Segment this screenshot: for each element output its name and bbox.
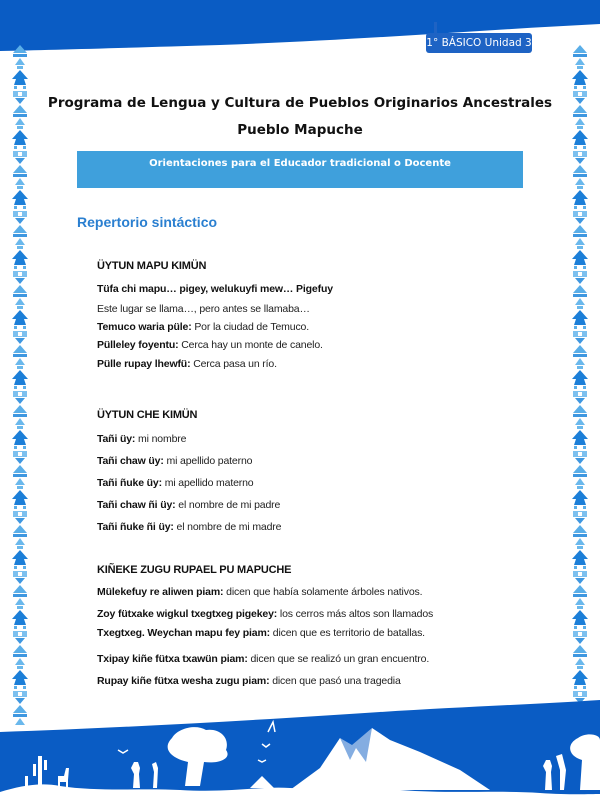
block-heading: ÜYTUN MAPU KIMÜN <box>97 260 207 272</box>
phrase-line <box>97 303 310 315</box>
mapuche-textile-pattern-icon <box>9 45 31 725</box>
spanish-translation: mi nombre <box>135 433 187 445</box>
spanish-translation: dicen que se realizó un gran encuentro. <box>247 653 430 665</box>
unit-badge: 1° BÁSICO Unidad 3 <box>426 33 532 53</box>
mapuche-textile-pattern-icon <box>569 45 591 725</box>
spanish-translation: los cerros más altos son llamados <box>277 608 434 620</box>
phrase-line <box>97 321 309 333</box>
mapudungun-phrase: Tañi üy: <box>97 433 136 445</box>
spanish-translation: dicen que había solamente árboles nativos. <box>223 586 423 598</box>
spanish-translation: Por la ciudad de Temuco. <box>191 321 310 333</box>
mapudungun-phrase: Temuco waria püle: <box>97 321 192 333</box>
orientation-banner: Orientaciones para el Educador tradicional o Docente <box>77 151 523 188</box>
spanish-translation: mi apellido paterno <box>163 455 253 467</box>
program-title: Programa de Lengua y Cultura de Pueblos Originarios Ancestrales <box>47 95 553 111</box>
section-heading: Repertorio sintáctico <box>77 214 218 230</box>
phrase-line <box>97 358 277 370</box>
phrase-line <box>97 675 401 687</box>
spanish-translation: mi apellido materno <box>161 477 254 489</box>
block-heading: KIÑEKE ZUGU RUPAEL PU MAPUCHE <box>97 564 292 576</box>
content-block-kineke-zugu <box>97 564 537 687</box>
spanish-translation: dicen que es territorio de batallas. <box>269 627 425 639</box>
landscape-silhouette-icon <box>0 690 600 800</box>
spanish-translation: dicen que pasó una tragedia <box>269 675 401 687</box>
mapudungun-phrase: Tüfa chi mapu… pigey, welukuyfi mew… Pigefuy <box>97 283 333 295</box>
people-subtitle: Pueblo Mapuche <box>237 122 363 138</box>
mapudungun-phrase: Tañi ñuke üy: <box>97 477 162 489</box>
phrase-line <box>97 283 333 295</box>
mapudungun-phrase: Pülleley foyentu: <box>97 339 179 351</box>
mapudungun-phrase: Tañi ñuke ñi üy: <box>97 521 174 533</box>
mapudungun-phrase: Pülle rupay lhewfü: <box>97 358 191 370</box>
mapudungun-phrase: Txipay kiñe fütxa txawün piam: <box>97 653 248 665</box>
spanish-translation: Este lugar se llama…, pero antes se llamaba… <box>97 303 310 315</box>
phrase-line <box>97 477 254 489</box>
content-block-uytun-mapu <box>97 260 537 370</box>
phrase-line <box>97 433 186 445</box>
spanish-translation: Cerca hay un monte de canelo. <box>178 339 323 351</box>
phrase-line <box>97 499 280 511</box>
mapudungun-phrase: Mülekefuy re aliwen piam: <box>97 586 224 598</box>
mapudungun-phrase: Txegtxeg. Weychan mapu fey piam: <box>97 627 270 639</box>
content-block-uytun-che <box>97 409 537 533</box>
mapudungun-phrase: Tañi chaw üy: <box>97 455 164 467</box>
spanish-translation: Cerca pasa un río. <box>190 358 277 370</box>
phrase-line <box>97 339 323 351</box>
phrase-line <box>97 455 252 467</box>
spanish-translation: el nombre de mi madre <box>173 521 282 533</box>
phrase-line <box>97 608 433 620</box>
phrase-line <box>97 653 429 665</box>
mapudungun-phrase: Zoy fütxake wigkul txegtxeg pigekey: <box>97 608 278 620</box>
phrase-line <box>97 627 425 639</box>
block-heading: ÜYTUN CHE KIMÜN <box>97 409 198 421</box>
mapudungun-phrase: Rupay kiñe fütxa wesha zugu piam: <box>97 675 270 687</box>
spanish-translation: el nombre de mi padre <box>175 499 281 511</box>
phrase-line <box>97 586 422 598</box>
mapudungun-phrase: Tañi chaw ñi üy: <box>97 499 176 511</box>
phrase-line <box>97 521 281 533</box>
